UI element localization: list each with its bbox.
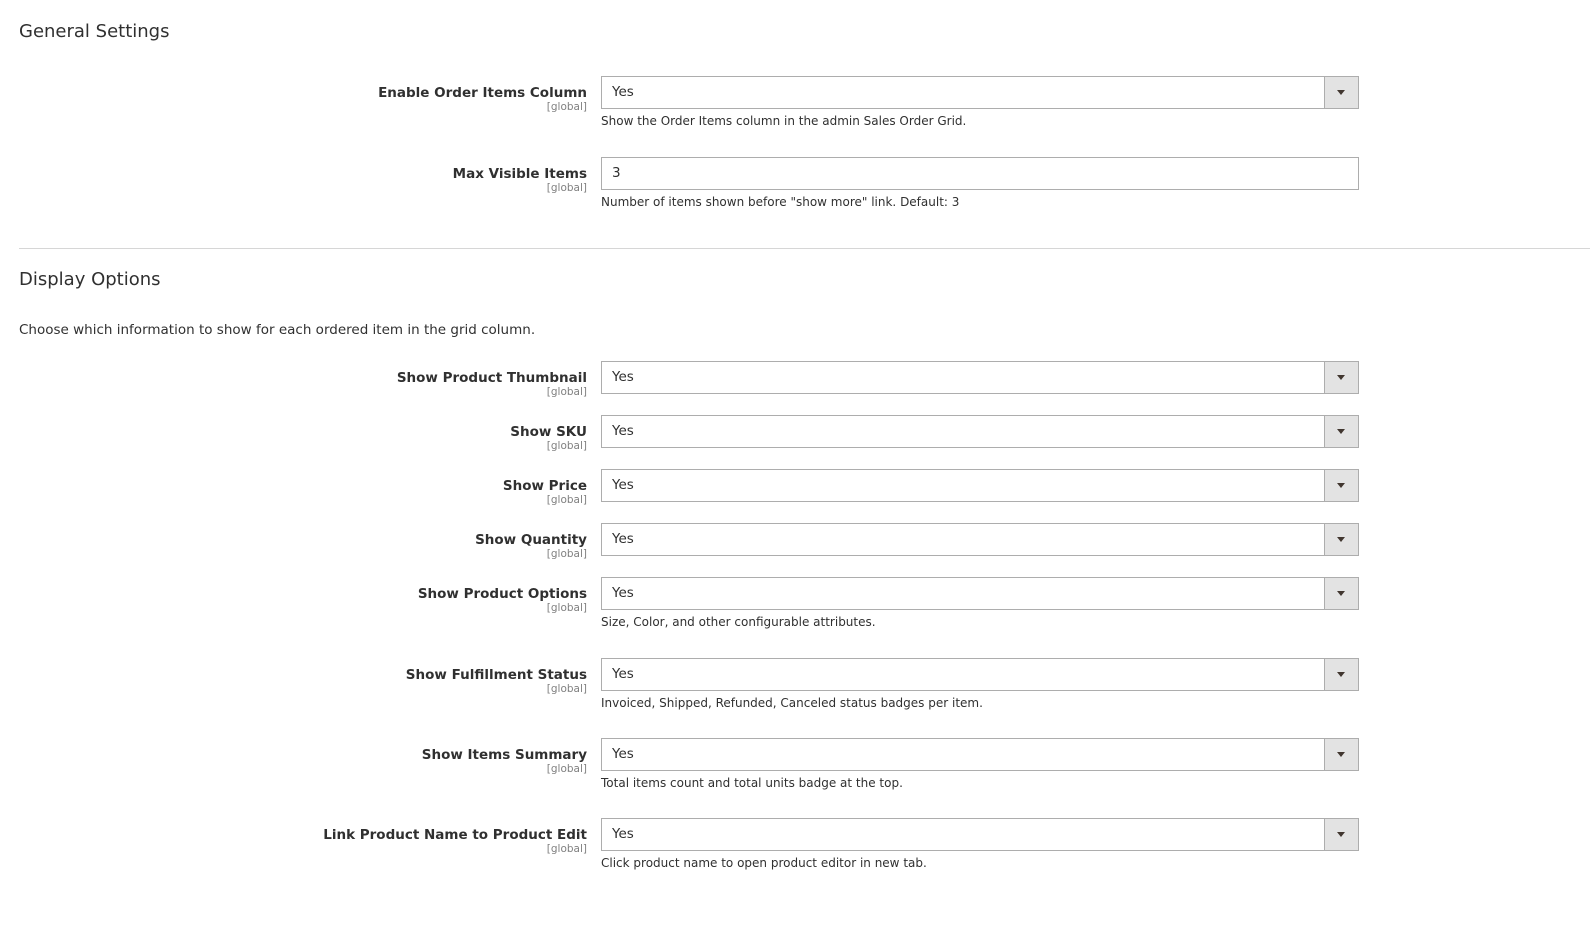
select-value: Yes [612,826,634,842]
section-comment: Choose which information to show for each ordered item in the grid column. [19,322,536,338]
chevron-down-icon [1337,90,1345,95]
select-show-product-thumbnail[interactable] [601,361,1359,394]
scope-label: [global] [546,548,587,560]
dropdown-toggle[interactable] [1324,524,1358,555]
scope-label: [global] [546,494,587,506]
field-label [378,85,587,113]
section-divider [19,248,1590,249]
label-show-sku: Show SKU [510,424,587,440]
field-note: Total items count and total units badge at the top. [601,776,903,790]
scope-label: [global] [546,843,587,855]
chevron-down-icon [1337,672,1345,677]
select-value: Yes [612,746,634,762]
label-show-quantity: Show Quantity [475,532,587,548]
select-link-product-name[interactable] [601,818,1359,851]
scope-label: [global] [546,440,587,452]
select-value: Yes [612,585,634,601]
chevron-down-icon [1337,483,1345,488]
chevron-down-icon [1337,537,1345,542]
dropdown-toggle[interactable] [1324,470,1358,501]
chevron-down-icon [1337,752,1345,757]
select-show-fulfillment-status[interactable] [601,658,1359,691]
field-note: Number of items shown before "show more" link. Default: 3 [601,195,960,209]
label-enable-order-items-column: Enable Order Items Column [378,85,587,101]
label-show-price: Show Price [502,478,587,494]
select-value: Yes [612,477,634,493]
chevron-down-icon [1337,832,1345,837]
section-title-display-options: Display Options [19,269,161,290]
chevron-down-icon [1337,429,1345,434]
field-label [323,827,587,855]
field-label [510,424,587,452]
select-value: Yes [612,423,634,439]
scope-label: [global] [546,101,587,113]
chevron-down-icon [1337,591,1345,596]
dropdown-toggle[interactable] [1324,739,1358,770]
field-note: Size, Color, and other configurable attributes. [601,615,876,629]
field-note: Click product name to open product editor in new tab. [601,856,927,870]
field-note: Show the Order Items column in the admin Sales Order Grid. [601,114,967,128]
select-value: Yes [612,84,634,100]
label-link-product-name: Link Product Name to Product Edit [323,827,587,843]
scope-label: [global] [546,763,587,775]
dropdown-toggle[interactable] [1324,578,1358,609]
field-label [406,667,587,695]
dropdown-toggle[interactable] [1324,659,1358,690]
scope-label: [global] [546,602,587,614]
select-show-product-options[interactable] [601,577,1359,610]
label-show-fulfillment-status: Show Fulfillment Status [405,667,587,683]
label-show-product-options: Show Product Options [417,586,587,602]
select-value: Yes [612,531,634,547]
scope-label: [global] [546,386,587,398]
label-show-product-thumbnail: Show Product Thumbnail [396,370,587,386]
chevron-down-icon [1337,375,1345,380]
scope-label: [global] [546,683,587,695]
section-title-general-settings: General Settings [19,21,170,42]
dropdown-toggle[interactable] [1324,77,1358,108]
field-note: Invoiced, Shipped, Refunded, Canceled status badges per item. [601,696,983,710]
label-show-items-summary: Show Items Summary [421,747,587,763]
dropdown-toggle[interactable] [1324,362,1358,393]
dropdown-toggle[interactable] [1324,416,1358,447]
field-label [453,166,587,194]
dropdown-toggle[interactable] [1324,819,1358,850]
select-enable-order-items-column[interactable] [601,76,1359,109]
scope-label: [global] [546,182,587,194]
field-label [397,370,587,398]
field-label [503,478,587,506]
field-label [422,747,587,775]
select-value: Yes [612,666,634,682]
input-max-visible-items[interactable] [601,157,1359,190]
label-max-visible-items: Max Visible Items [452,166,587,182]
select-value: Yes [612,369,634,385]
select-show-quantity[interactable] [601,523,1359,556]
select-show-items-summary[interactable] [601,738,1359,771]
field-label [418,586,587,614]
select-show-sku[interactable] [601,415,1359,448]
field-label [475,532,587,560]
select-show-price[interactable] [601,469,1359,502]
input-value: 3 [612,165,621,181]
